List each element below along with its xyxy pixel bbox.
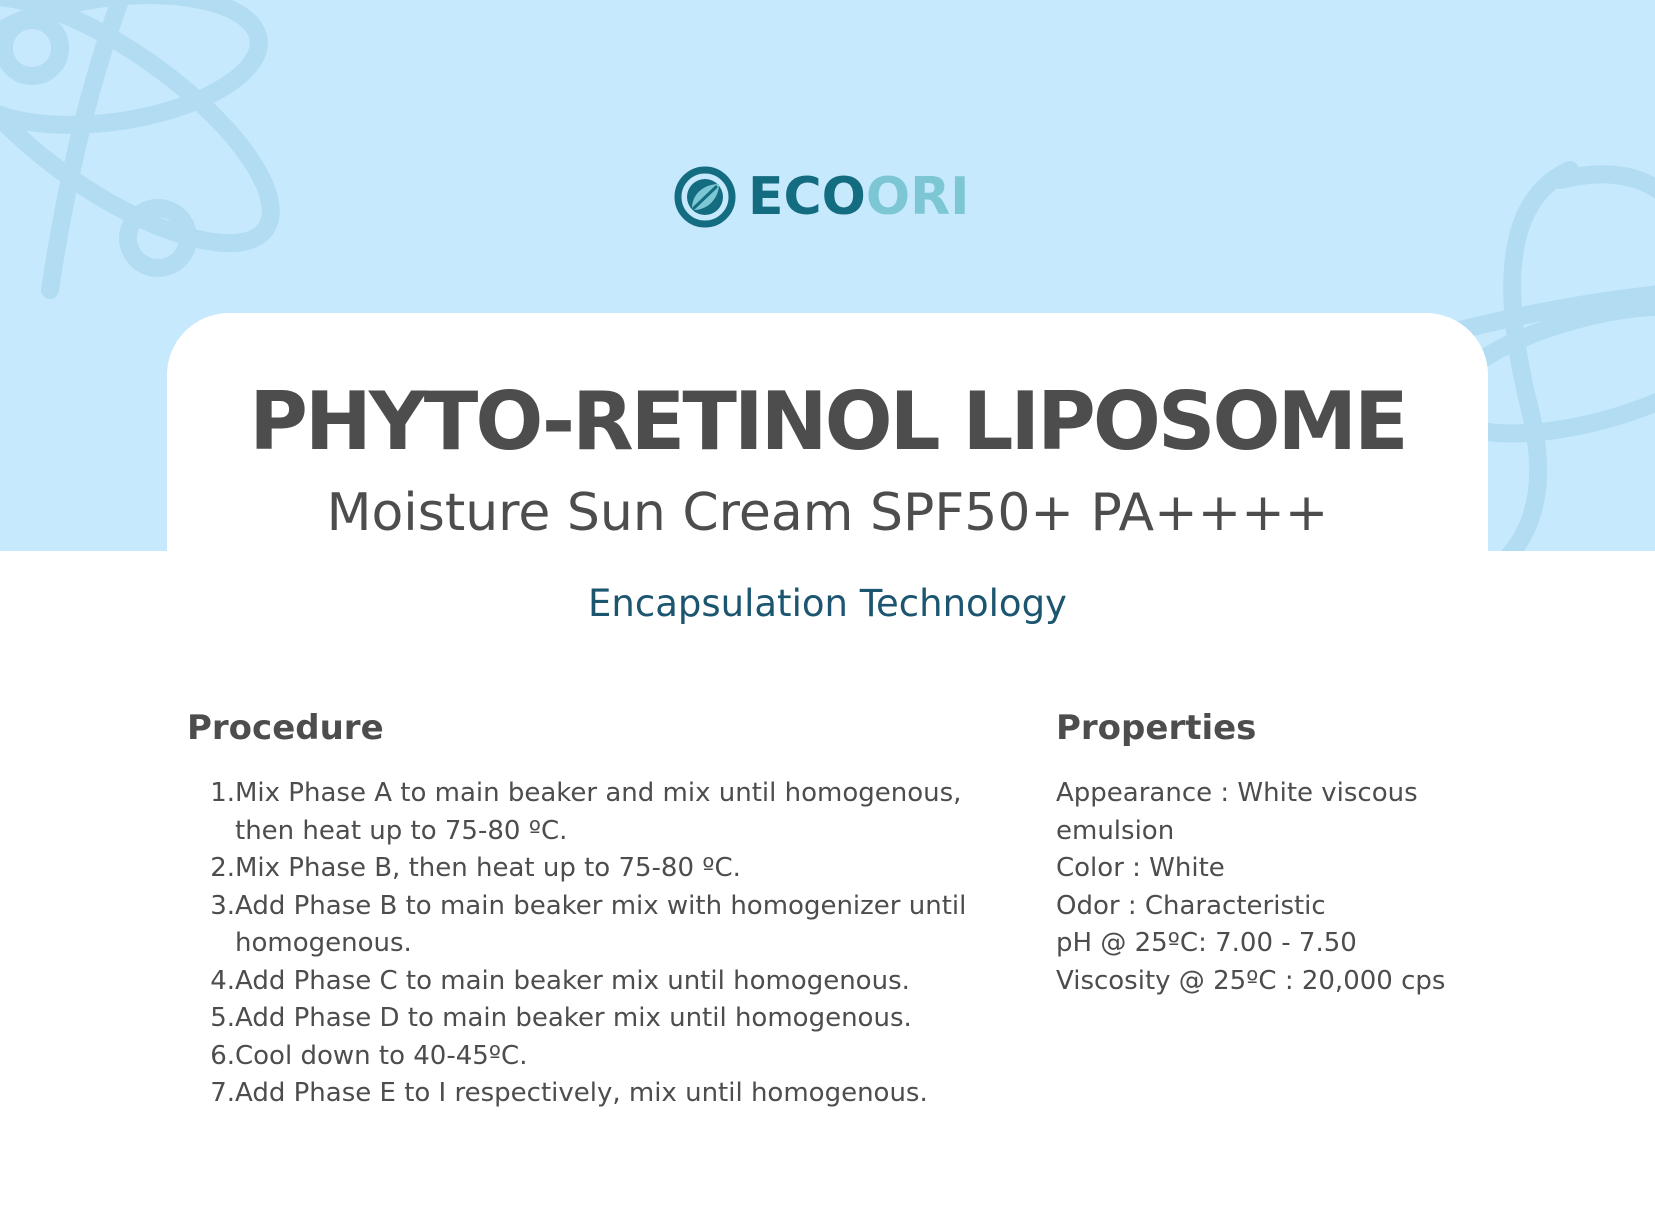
step-number: 6. [210, 1040, 235, 1071]
leaf-circle-icon [672, 164, 738, 230]
step-text: Add Phase E to I respectively, mix until homogenous. [235, 1078, 928, 1108]
step-text: Mix Phase B, then heat up to 75-80 ºC. [235, 853, 741, 883]
property-odor: Odor : Characteristic [1056, 890, 1326, 921]
step-text: Add Phase D to main beaker mix until homogenous. [235, 1003, 912, 1033]
list-item [187, 1075, 987, 1113]
step-text: Mix Phase A to main beaker and mix until homogenous, then heat up to 75-80 ºC. [235, 778, 962, 846]
step-number: 1. [210, 778, 235, 808]
properties-heading: Properties [1056, 708, 1257, 748]
product-subtitle: Moisture Sun Cream SPF50+ PA++++ [326, 483, 1329, 543]
atom-icon [0, 0, 320, 310]
list-item [187, 1038, 987, 1076]
property-viscosity: Viscosity @ 25ºC : 20,000 cps [1056, 965, 1446, 996]
step-number: 7. [210, 1078, 235, 1108]
property-appearance: Appearance : White viscous emulsion [1056, 778, 1418, 846]
step-text: Add Phase B to main beaker mix with homogenizer until homogenous. [235, 890, 967, 958]
product-tagline: Encapsulation Technology [588, 582, 1067, 625]
step-text: Cool down to 40-45ºC. [235, 1040, 528, 1071]
step-number: 2. [210, 853, 235, 883]
procedure-heading: Procedure [187, 708, 384, 748]
step-text: Add Phase C to main beaker mix until homogenous. [235, 965, 910, 996]
properties-list [1056, 775, 1466, 1000]
list-item [187, 775, 987, 850]
procedure-list [187, 775, 987, 1113]
list-item [187, 963, 987, 1001]
brand-name-part2: ORI [865, 167, 970, 227]
step-number: 5. [210, 1003, 235, 1033]
list-item [187, 888, 987, 963]
brand-name-part1: ECO [748, 167, 866, 227]
ecoori-logo [672, 164, 969, 230]
list-item [187, 850, 987, 888]
step-number: 3. [210, 890, 235, 921]
property-color: Color : White [1056, 853, 1225, 883]
product-title: PHYTO-RETINOL LIPOSOME [249, 375, 1406, 468]
step-number: 4. [210, 965, 235, 996]
list-item [187, 1000, 987, 1038]
brand-wordmark [748, 164, 969, 230]
property-ph: pH @ 25ºC: 7.00 - 7.50 [1056, 928, 1357, 958]
